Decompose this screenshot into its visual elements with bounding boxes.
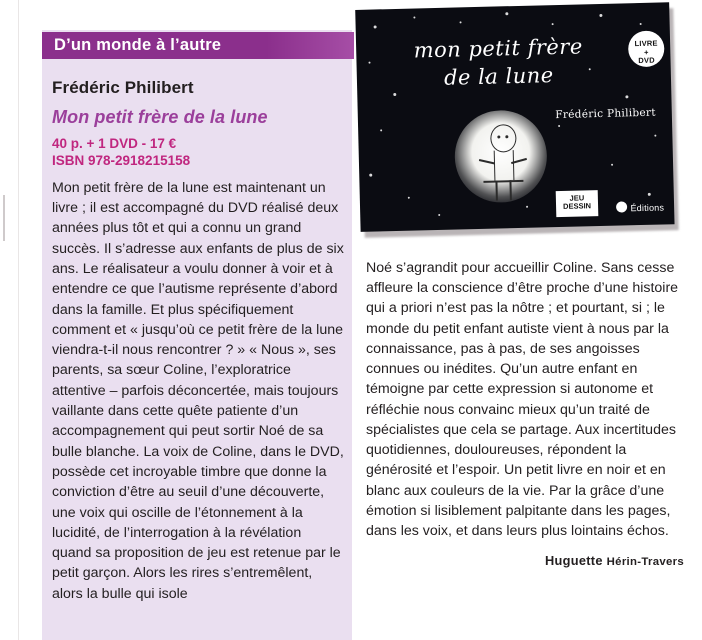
child-figure-illustration — [476, 124, 532, 203]
figure-arm-left — [479, 159, 495, 164]
stars-decoration — [355, 2, 669, 10]
jeu-logo-line-1: JEU — [569, 193, 585, 203]
signature-last-name: Hérin-Travers — [606, 556, 684, 569]
cover-author-text: Frédéric Philibert — [555, 106, 656, 122]
cover-title-text — [398, 32, 599, 94]
signature-first-name: Huguette — [544, 553, 603, 569]
figure-head — [490, 124, 517, 153]
figure-eye-left — [497, 135, 500, 138]
cover-artwork — [355, 2, 674, 232]
article-column-1 — [52, 78, 344, 604]
book-title: Mon petit frère de la lune — [52, 107, 268, 127]
badge-line-3: DVD — [638, 55, 655, 66]
book-cover-photo — [355, 2, 681, 242]
book-price: 40 p. + 1 DVD - 17 € — [52, 136, 177, 151]
editions-publisher-logo — [616, 200, 664, 213]
badge-line-1: LIVRE — [634, 38, 658, 49]
book-isbn: ISBN 978-2918215158 — [52, 152, 191, 168]
cover-title-line-2: de la lune — [443, 63, 554, 91]
jeu-logo-line-2: DESSIN — [563, 201, 592, 212]
figure-body — [494, 150, 515, 180]
editions-logo-mark — [616, 201, 627, 212]
section-header-bar — [42, 32, 354, 59]
article-body-column-1: Mon petit frère de la lune est maintenant un livre ; il est accompagné du DVD réalisé deux années plus tôt et qui a connu un grand succès. Il s’adresse aux enfants de plus de six ans. Le réalisateur a voulu donner à voir et à entendre ce que l’autisme représente d’abord dans la famille. Et plus spécifiquement comment et « jusqu’où ce petit frère de la lune viendra-t-il nous rencontrer ? » « Nous », ses parents, sa sœur Coline, l’exploratrice attentive – parfois déconcertée, mais toujours vaillante dans cette quête patiente d’un accompagnement qui peut sortir Noé de sa bulle blanche. La voix de Coline, dans le DVD, possède cet incroyable timbre que donne la conviction d’être au seuil d’une découverte, une voix qui oscille de l’étonnement à la lucidité, de l’interrogation à la révélation quand sa proposition de jeu est retenue par le petit garçon. Alors les rires s’entremêlent, alors la bulle qui isole — [52, 179, 344, 602]
page-edge-strip — [0, 0, 19, 640]
badge-line-2: + — [643, 47, 649, 57]
article-body-column-2: Noé s’agrandit pour accueillir Coline. Sans cesse affleure la conscience d’être proche d’une histoire qui a priori n’est pas la nôtre ; et pourtant, si ; le monde du petit enfant autiste vient à nous par la connaissance, pas à pas, de ses angoisses connues ou inédites. Qu’un autre enfant en témoigne par cette expression si autonome et réfléchie nous convainc mieux qu’un traité de spécialistes que cela se partage. Aux incertitudes quotidiennes, douloureuses, répondent la générosité et l’espoir. Un petit livre en noir et en blanc aux couleurs de la vie. Par la grâce d’une émotion si lisiblement palpitante dans les pages, dans les voix, et dans leurs plus lointains échos. — [366, 260, 679, 540]
section-header-title: D’un monde à l’autre — [54, 36, 222, 54]
figure-leg-right — [509, 180, 511, 200]
article-column-2 — [366, 258, 684, 568]
cover-title-line-1: mon petit frère — [413, 34, 584, 63]
livre-dvd-badge — [628, 30, 665, 67]
figure-leg-left — [495, 181, 497, 201]
figure-seat-line — [483, 180, 523, 183]
jeu-publisher-logo — [556, 190, 599, 217]
page-edge-mark — [3, 195, 5, 241]
editions-logo-text: Éditions — [630, 202, 665, 214]
figure-eye-right — [505, 135, 508, 138]
book-author: Frédéric Philibert — [52, 78, 194, 97]
article-signature — [366, 553, 684, 568]
